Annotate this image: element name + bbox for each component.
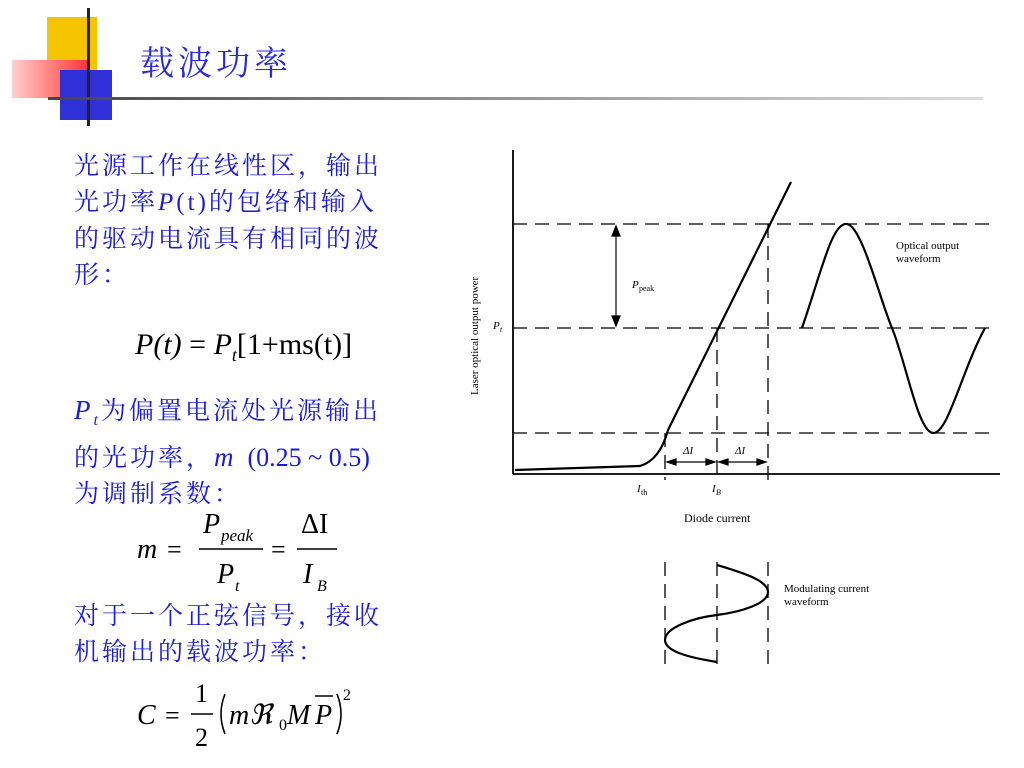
delta1-left-head bbox=[667, 459, 676, 465]
eq2-eq2: = bbox=[271, 535, 286, 564]
eq2-eq1: = bbox=[167, 535, 182, 564]
intro-line-1: 光源工作在线性区，输出 bbox=[74, 151, 383, 180]
li-curve bbox=[515, 182, 791, 470]
bias-line-1-post: 为偏置电流处光源输出 bbox=[100, 396, 381, 425]
eq3-den: 2 bbox=[195, 723, 208, 752]
eq3-sub0: 0 bbox=[279, 717, 287, 734]
intro-line-4: 形： bbox=[74, 260, 131, 289]
symbol-Pt-sub: t bbox=[93, 412, 101, 429]
ppeak-arrow-down bbox=[612, 316, 620, 326]
symbol-m: m bbox=[214, 442, 237, 472]
eq1-lhs: P(t) bbox=[135, 328, 182, 361]
eq3-num: 1 bbox=[195, 679, 208, 708]
optical-output-label-2: waveform bbox=[896, 253, 941, 265]
eq2-num1: P bbox=[203, 509, 221, 540]
pt-label-sub: t bbox=[500, 325, 503, 334]
intro-line-3: 的驱动电流具有相同的波 bbox=[74, 224, 383, 253]
eq3-square: 2 bbox=[343, 687, 351, 704]
ppeak-label: P bbox=[632, 279, 639, 291]
ith-label: I bbox=[637, 483, 641, 495]
eq2-den1-sub: t bbox=[235, 578, 240, 595]
delta-i-label-2: ΔI bbox=[735, 445, 746, 457]
eq2-num2: ΔI bbox=[301, 509, 329, 540]
carrier-line-1: 对于一个正弦信号，接收 bbox=[74, 601, 383, 630]
eq1-P: P bbox=[213, 328, 232, 361]
eq3-equals: = bbox=[165, 701, 180, 730]
symbol-arg: (t) bbox=[176, 189, 209, 216]
delta2-left-head bbox=[719, 459, 728, 465]
eq3-C: C bbox=[137, 700, 156, 731]
ith-label-sub: th bbox=[641, 488, 648, 497]
ppeak-arrow-up bbox=[612, 226, 620, 236]
optical-output-label-1: Optical output bbox=[896, 240, 960, 252]
eq2-den2: I bbox=[303, 559, 313, 590]
modulating-label-1: Modulating current bbox=[784, 583, 870, 595]
delta-i-label-1: ΔI bbox=[683, 445, 694, 457]
symbol-P: P bbox=[158, 189, 177, 216]
eq1-equals: = bbox=[189, 328, 207, 361]
modulating-label-2: waveform bbox=[784, 596, 829, 608]
eq3-M: M bbox=[287, 700, 311, 731]
delta1-right-head bbox=[706, 459, 715, 465]
y-axis-label: Laser optical output power bbox=[469, 276, 481, 395]
bias-line-2-pre: 的光功率， bbox=[74, 443, 215, 472]
pt-label: P bbox=[493, 320, 500, 332]
carrier-line-2: 机输出的载波功率： bbox=[74, 637, 327, 666]
m-range: (0.25 ~ 0.5) bbox=[247, 443, 370, 472]
ib-label-sub: B bbox=[716, 488, 721, 497]
intro-line-2-post: 的包络和输入 bbox=[208, 187, 377, 216]
eq1-sub-t: t bbox=[231, 345, 237, 365]
symbol-Pt: P bbox=[74, 395, 94, 425]
eq2-den1: P bbox=[217, 559, 235, 590]
eq1-bracket: [1+ms(t)] bbox=[236, 328, 353, 361]
eq3-Pbar: P bbox=[315, 700, 333, 731]
delta2-right-head bbox=[757, 459, 766, 465]
ppeak-label-sub: peak bbox=[639, 284, 655, 293]
eq2-den2-sub: B bbox=[317, 578, 327, 595]
ib-label: I bbox=[712, 483, 716, 495]
intro-line-2-pre: 光功率 bbox=[74, 187, 159, 216]
eq3-body: mℜ bbox=[229, 700, 273, 731]
eq2-num1-sub: peak bbox=[221, 526, 254, 545]
page-title: 载波功率 bbox=[140, 44, 292, 84]
eq2-m: m bbox=[137, 534, 158, 565]
x-axis-label: Diode current bbox=[684, 511, 751, 525]
bias-line-3: 为调制系数： bbox=[74, 479, 243, 508]
